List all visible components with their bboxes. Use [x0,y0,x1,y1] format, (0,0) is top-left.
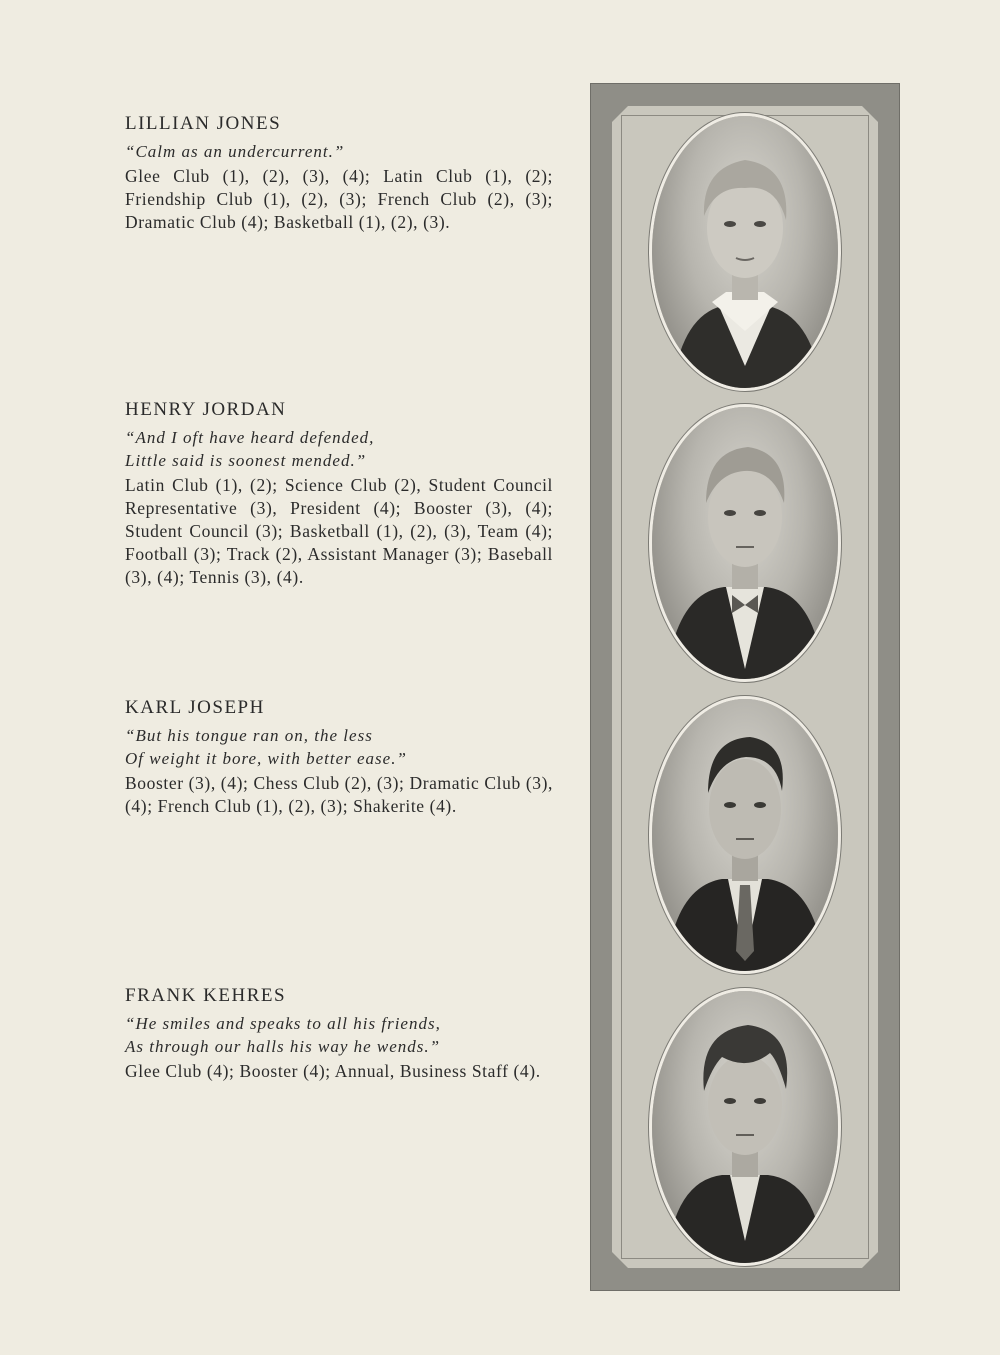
student-name: HENRY JORDAN [125,399,287,420]
quote-line: “But his tongue ran on, the less [125,726,373,745]
student-activities: Latin Club (1), (2); Science Club (2), Student Council Representative (3), President (4); Booster (3), (4); Student Council (3); Basketball (1), (2), (3), Team (4); Football (3); Track (2), Assistant Manager (3); Baseball (3), (4); Tennis (3), (4). [125,475,553,587]
photo-panel [590,83,900,1291]
portrait-man-icon [652,407,838,679]
portrait-man-icon [652,699,838,971]
student-quote [125,426,553,472]
senior-entry [125,984,553,1083]
quote-line: “He smiles and speaks to all his friends, [125,1014,441,1033]
student-quote [125,140,553,163]
portrait-man-icon [652,991,838,1263]
student-quote [125,1012,553,1058]
student-name: KARL JOSEPH [125,697,265,718]
quote-line: Of weight it bore, with better ease.” [125,749,407,768]
quote-line: “And I oft have heard defended, [125,428,375,447]
quote-line: “Calm as an undercurrent.” [125,142,345,161]
senior-entry [125,112,553,234]
student-quote [125,724,553,770]
student-name: LILLIAN JONES [125,113,282,134]
student-activities: Booster (3), (4); Chess Club (2), (3); Dramatic Club (3), (4); French Club (1), (2), (3); Shakerite (4). [125,773,553,816]
student-name: FRANK KEHRES [125,985,287,1006]
student-activities: Glee Club (1), (2), (3), (4); Latin Club (1), (2); Friendship Club (1), (2), (3); French Club (2), (3); Dramatic Club (4); Basketball (1), (2), (3). [125,166,553,232]
portrait-woman-icon [652,116,838,388]
senior-entry [125,696,553,818]
quote-line: As through our halls his way he wends.” [125,1037,441,1056]
senior-entry [125,398,553,589]
student-activities: Glee Club (4); Booster (4); Annual, Business Staff (4). [125,1061,541,1081]
quote-line: Little said is soonest mended.” [125,451,367,470]
